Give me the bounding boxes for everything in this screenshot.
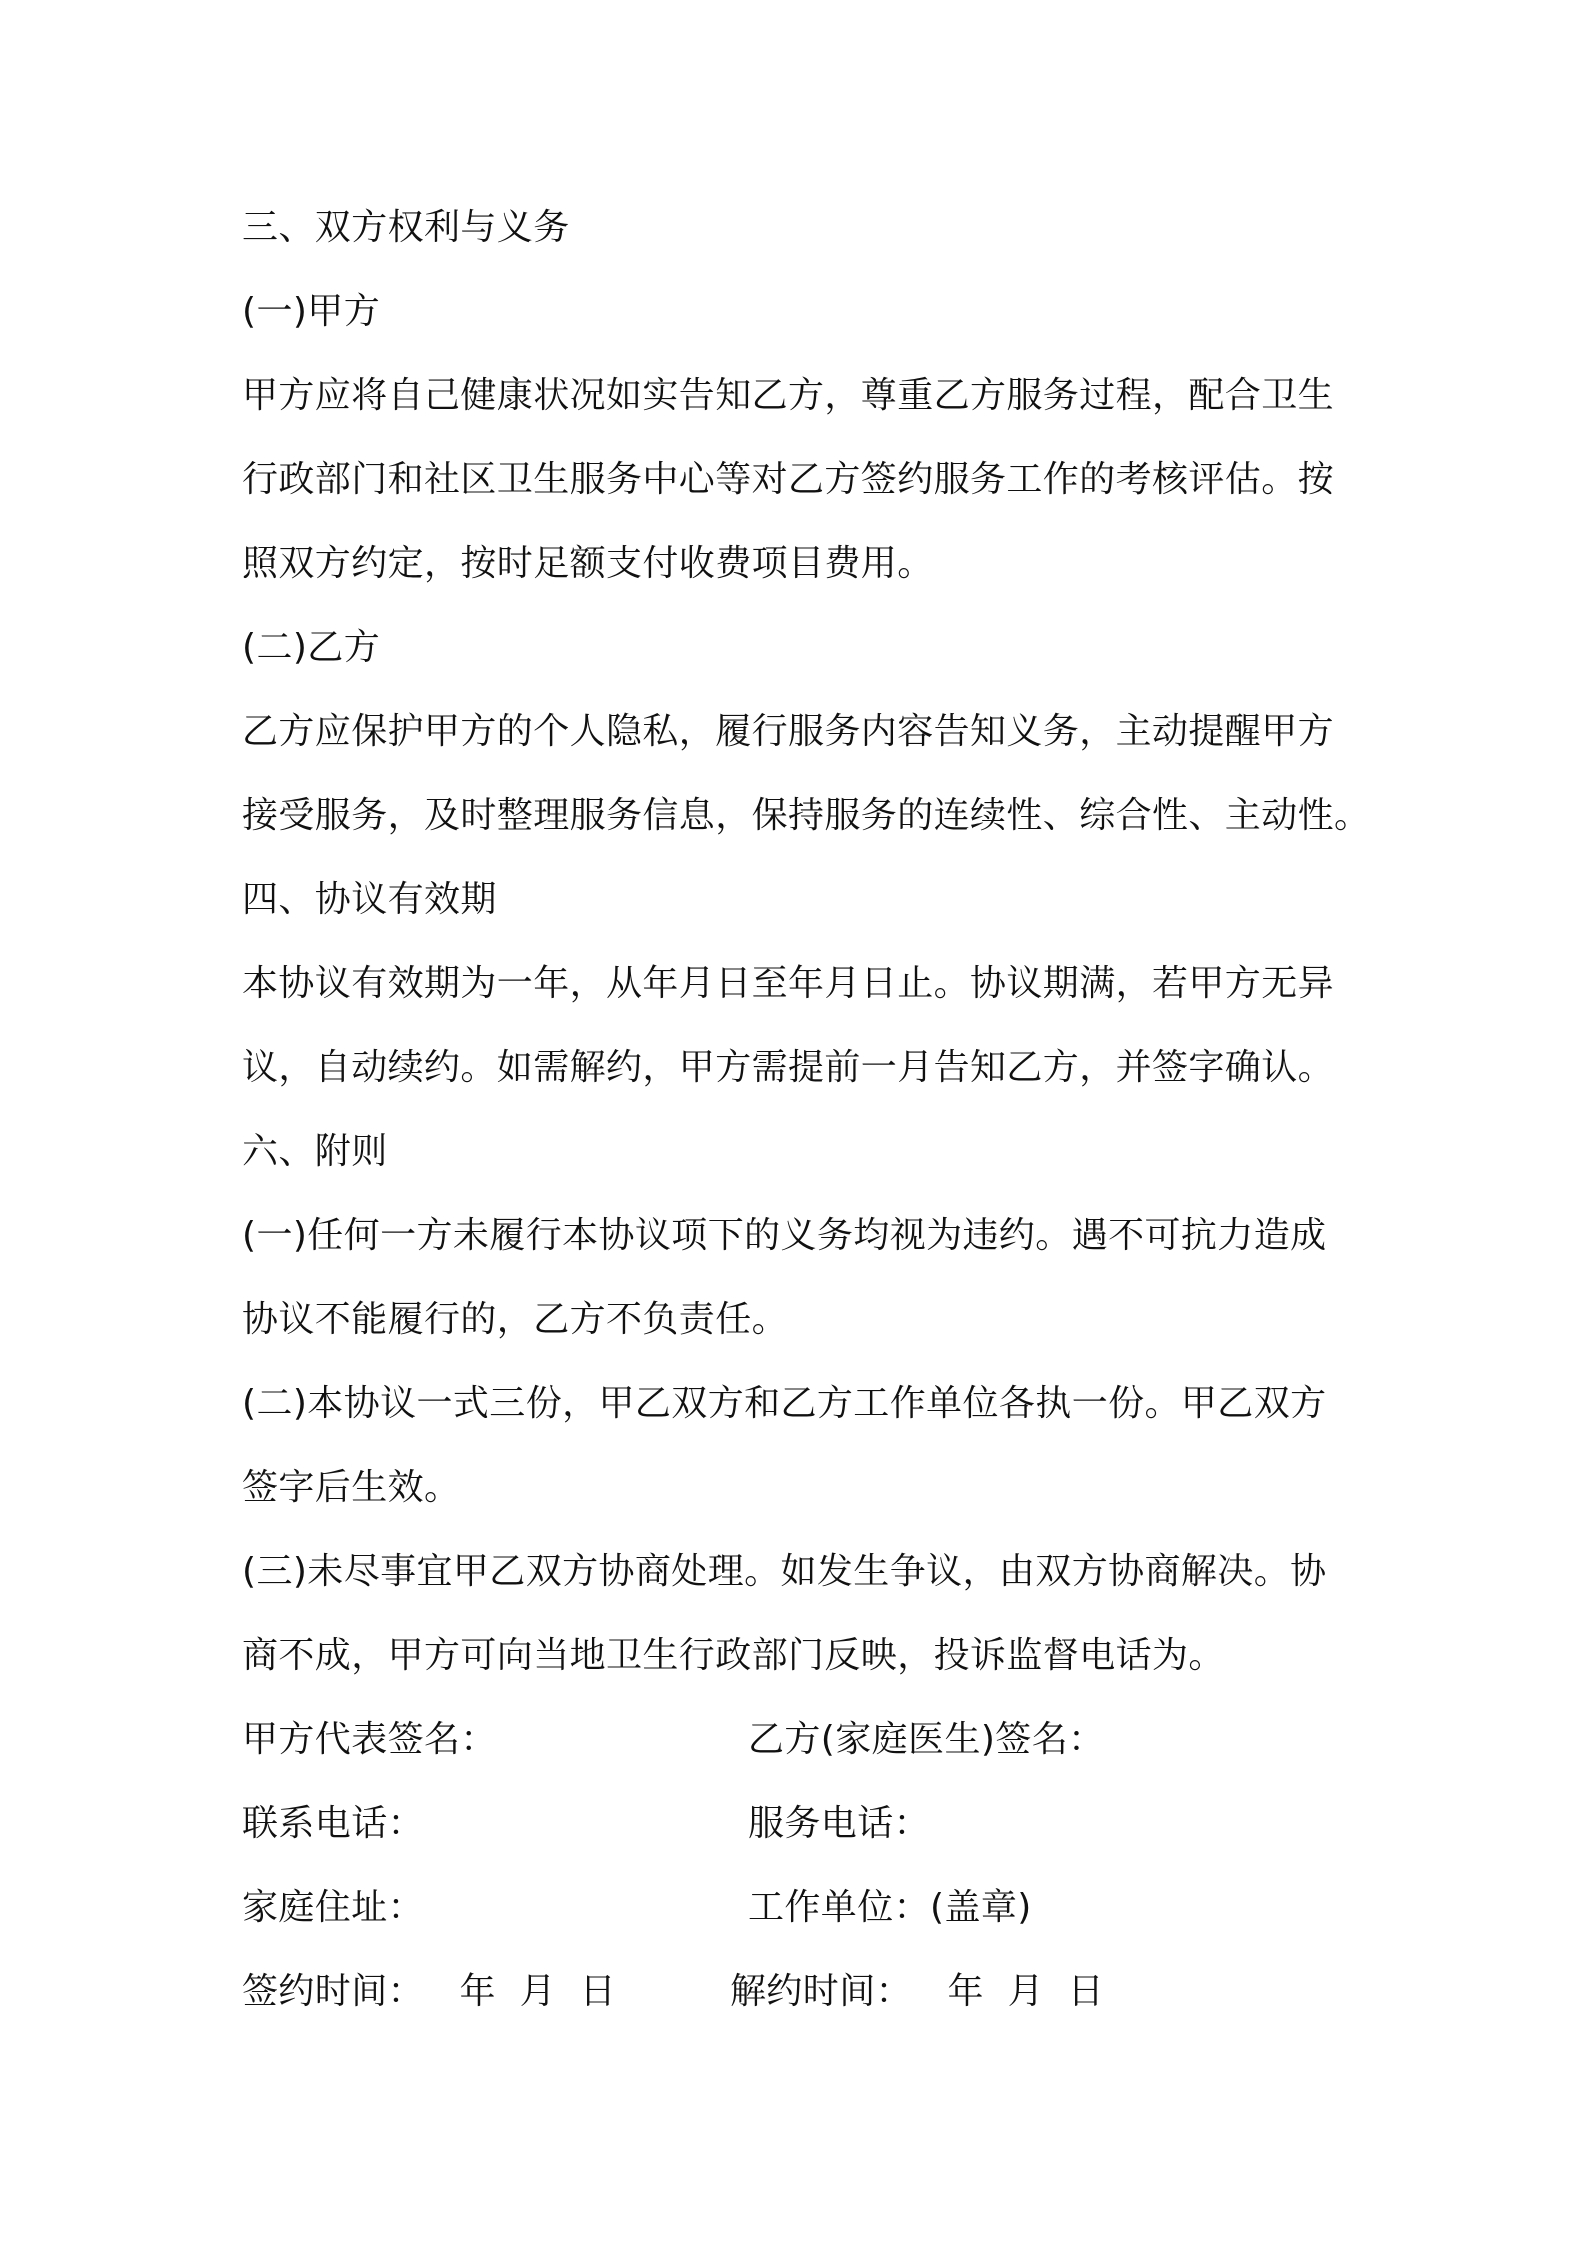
party-b-heading: (二)乙方 (242, 627, 381, 668)
validity-line-1: 本协议有效期为一年，从年月日至年月日止。协议期满，若甲方无异 (242, 963, 1335, 1004)
party-b-sign-label: 乙方(家庭医生)签名： (748, 1719, 1105, 1760)
appendix-1-line-2: 协议不能履行的，乙方不负责任。 (242, 1299, 789, 1340)
party-b-unit-label: 工作单位：(盖章) (748, 1887, 1032, 1928)
appendix-1-line-1: (一)任何一方未履行本协议项下的义务均视为违约。遇不可抗力造成 (242, 1215, 1327, 1256)
party-b-phone-label: 服务电话： (748, 1803, 931, 1844)
heading-rights-obligations: 三、双方权利与义务 (242, 207, 570, 248)
sign-date-label: 签约时间： 年 月 日 (242, 1971, 617, 2012)
party-a-address-label: 家庭住址： (242, 1887, 425, 1928)
appendix-3-line-2: 商不成，甲方可向当地卫生行政部门反映，投诉监督电话为。 (242, 1635, 1225, 1676)
party-b-line-2: 接受服务，及时整理服务信息，保持服务的连续性、综合性、主动性。 (242, 795, 1371, 836)
party-b-line-1: 乙方应保护甲方的个人隐私，履行服务内容告知义务，主动提醒甲方 (242, 711, 1335, 752)
appendix-2-line-2: 签字后生效。 (242, 1467, 461, 1508)
validity-line-2: 议，自动续约。如需解约，甲方需提前一月告知乙方，并签字确认。 (242, 1047, 1335, 1088)
appendix-3-line-1: (三)未尽事宜甲乙双方协商处理。如发生争议，由双方协商解决。协 (242, 1551, 1327, 1592)
party-a-line-3: 照双方约定，按时足额支付收费项目费用。 (242, 543, 934, 584)
heading-appendix: 六、附则 (242, 1131, 388, 1172)
party-a-line-1: 甲方应将自己健康状况如实告知乙方，尊重乙方服务过程，配合卫生 (242, 375, 1335, 416)
party-a-sign-label: 甲方代表签名： (242, 1719, 497, 1760)
party-a-line-2: 行政部门和社区卫生服务中心等对乙方签约服务工作的考核评估。按 (242, 459, 1335, 500)
heading-validity: 四、协议有效期 (242, 879, 497, 920)
party-a-heading: (一)甲方 (242, 291, 381, 332)
appendix-2-line-1: (二)本协议一式三份，甲乙双方和乙方工作单位各执一份。甲乙双方 (242, 1383, 1327, 1424)
cancel-date-label: 解约时间： 年 月 日 (730, 1971, 1105, 2012)
party-a-phone-label: 联系电话： (242, 1803, 425, 1844)
